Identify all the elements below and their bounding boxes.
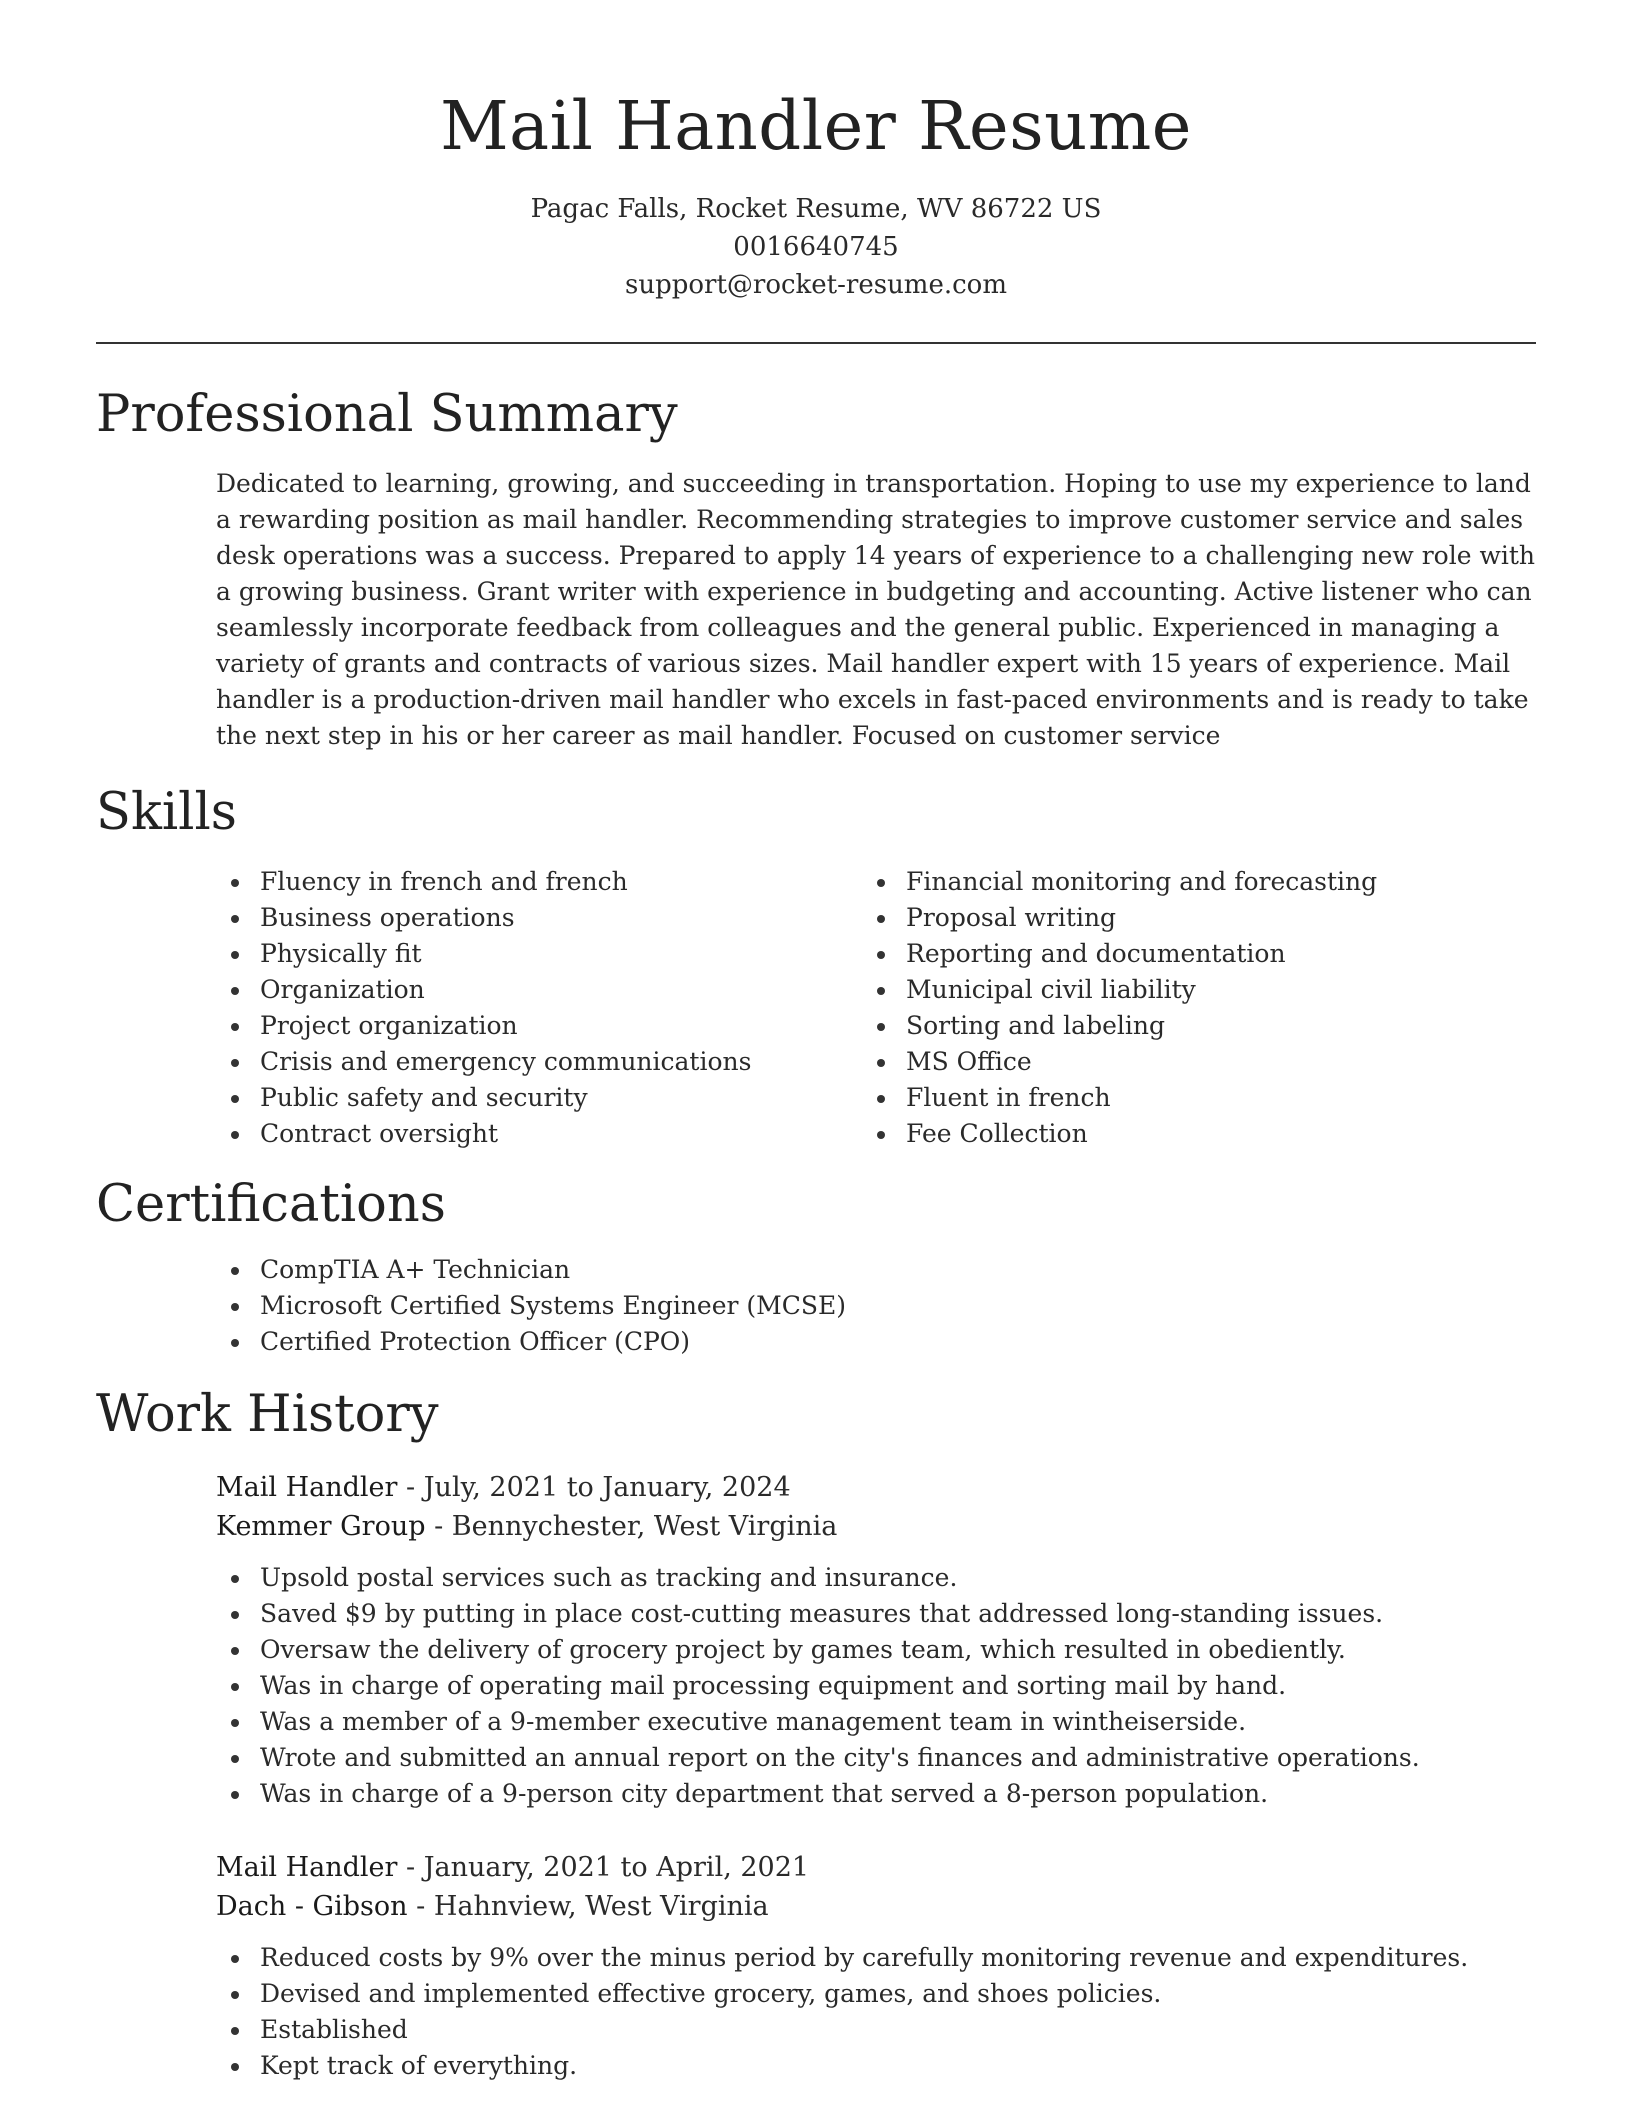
job-bullet: Oversaw the delivery of grocery project by games team, which resulted in obediently. bbox=[216, 1632, 1536, 1668]
job-bullet: Reduced costs by 9% over the minus period by carefully monitoring revenue and expenditures. bbox=[216, 1940, 1536, 1976]
resume-title: Mail Handler Resume bbox=[440, 87, 1192, 165]
certifications-section bbox=[96, 1174, 1536, 1360]
job-bullet: Upsold postal services such as tracking and insurance. bbox=[216, 1560, 1536, 1596]
job-entry bbox=[96, 1848, 1536, 2084]
resume-header bbox=[96, 0, 1536, 304]
skill-item: Financial monitoring and forecasting bbox=[862, 864, 1508, 900]
skills-grid bbox=[96, 864, 1536, 1152]
job-bullet: Kept track of everything. bbox=[216, 2048, 1536, 2084]
job-bullet: Established bbox=[216, 2012, 1536, 2048]
job-dates: - July, 2021 to January, 2024 bbox=[397, 1472, 791, 1503]
certification-item: Certified Protection Officer (CPO) bbox=[216, 1324, 1536, 1360]
skill-item: Physically fit bbox=[216, 936, 862, 972]
job-bullet: Was in charge of a 9-person city department that served a 8-person population. bbox=[216, 1776, 1536, 1812]
job-bullet-list bbox=[216, 1560, 1536, 1812]
job-bullet-list bbox=[216, 1940, 1536, 2084]
contact-email: support@rocket-resume.com bbox=[624, 270, 1007, 300]
skill-item: MS Office bbox=[862, 1044, 1508, 1080]
skill-item: Crisis and emergency communications bbox=[216, 1044, 862, 1080]
certifications-heading: Certifications bbox=[96, 1175, 446, 1234]
skill-item: Proposal writing bbox=[862, 900, 1508, 936]
job-bullet: Was a member of a 9-member executive management team in wintheiserside. bbox=[216, 1704, 1536, 1740]
job-bullet: Was in charge of operating mail processing equipment and sorting mail by hand. bbox=[216, 1668, 1536, 1704]
job-dates: - January, 2021 to April, 2021 bbox=[397, 1852, 810, 1883]
job-role: Mail Handler bbox=[216, 1852, 398, 1883]
job-role-line bbox=[216, 1848, 1536, 1887]
job-company: Dach - Gibson bbox=[216, 1891, 408, 1922]
skill-item: Contract oversight bbox=[216, 1116, 862, 1152]
job-company: Kemmer Group bbox=[216, 1511, 426, 1542]
skill-item: Fluency in french and french bbox=[216, 864, 862, 900]
skill-item: Fluent in french bbox=[862, 1080, 1508, 1116]
skills-section bbox=[96, 782, 1536, 1152]
skill-item: Fee Collection bbox=[862, 1116, 1508, 1152]
job-company-line bbox=[216, 1507, 1536, 1546]
job-role-line bbox=[216, 1468, 1536, 1507]
header-divider bbox=[96, 342, 1536, 344]
job-location: - Hahnview, West Virginia bbox=[407, 1891, 769, 1922]
summary-heading: Professional Summary bbox=[96, 385, 678, 444]
certifications-list bbox=[96, 1252, 1536, 1360]
certification-item: CompTIA A+ Technician bbox=[216, 1252, 1536, 1288]
contact-block bbox=[96, 190, 1536, 304]
summary-text: Dedicated to learning, growing, and succeeding in transportation. Hoping to use my experience to land a rewarding position as mail handler. Recommending strategies to improve customer service and sales desk operations was a success. Prepared to apply 14 years of experience to a challenging new role with a growing business. Grant writer with experience in budgeting and accounting. Active listener who can seamlessly incorporate feedback from colleagues and the general public. Experienced in managing a variety of grants and contracts of various sizes. Mail handler expert with 15 years of experience. Mail handler is a production-driven mail handler who excels in fast-paced environments and is ready to take the next step in his or her career as mail handler. Focused on customer service bbox=[216, 469, 1536, 750]
job-company-line bbox=[216, 1887, 1536, 1926]
job-bullet: Saved $9 by putting in place cost-cutting measures that addressed long-standing issues. bbox=[216, 1596, 1536, 1632]
skills-column-left bbox=[216, 864, 862, 1152]
job-entry bbox=[96, 1468, 1536, 1812]
skill-item: Organization bbox=[216, 972, 862, 1008]
summary-section bbox=[96, 384, 1536, 754]
skills-column-right bbox=[862, 864, 1508, 1152]
certification-item: Microsoft Certified Systems Engineer (MCSE) bbox=[216, 1288, 1536, 1324]
contact-address: Pagac Falls, Rocket Resume, WV 86722 US bbox=[530, 194, 1102, 224]
skill-item: Municipal civil liability bbox=[862, 972, 1508, 1008]
skills-heading: Skills bbox=[96, 783, 237, 842]
job-bullet: Devised and implemented effective grocery, games, and shoes policies. bbox=[216, 1976, 1536, 2012]
skill-item: Reporting and documentation bbox=[862, 936, 1508, 972]
skill-item: Project organization bbox=[216, 1008, 862, 1044]
job-location: - Bennychester, West Virginia bbox=[425, 1511, 838, 1542]
skill-item: Public safety and security bbox=[216, 1080, 862, 1116]
skill-item: Sorting and labeling bbox=[862, 1008, 1508, 1044]
job-bullet: Wrote and submitted an annual report on the city's finances and administrative operations. bbox=[216, 1740, 1536, 1776]
skill-item: Business operations bbox=[216, 900, 862, 936]
job-role: Mail Handler bbox=[216, 1472, 398, 1503]
work-history-heading: Work History bbox=[96, 1385, 439, 1444]
work-history-section bbox=[96, 1384, 1536, 2084]
contact-phone: 0016640745 bbox=[733, 232, 899, 262]
